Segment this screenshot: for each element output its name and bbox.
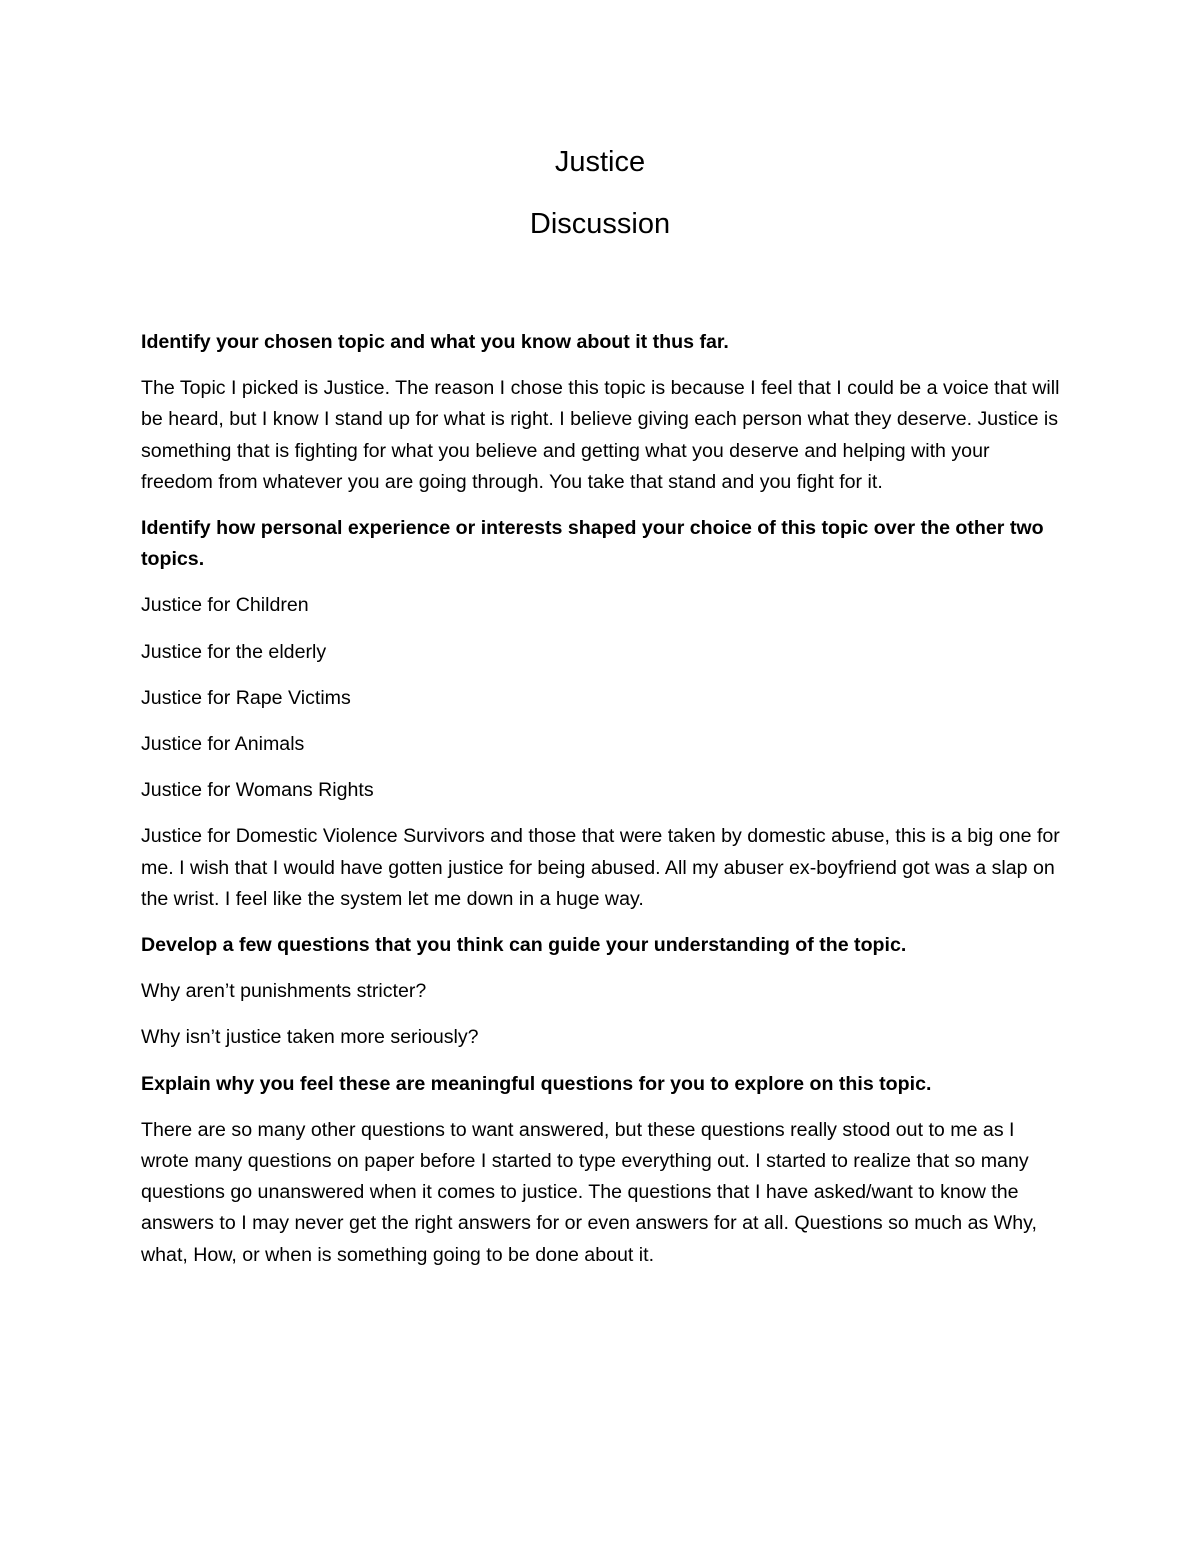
guiding-question: Why isn’t justice taken more seriously?	[141, 1026, 479, 1049]
section-4-question: Explain why you feel these are meaningful questions for you to explore on this topic.	[141, 1072, 932, 1095]
section-2-question: Identify how personal experience or interests shaped your choice of this topic over the other two topics.	[141, 517, 1044, 571]
document-title: Justice	[554, 146, 646, 178]
section-2-answer: Justice for Domestic Violence Survivors and those that were taken by domestic abuse, this is a big one for me. I wish that I would have gotten justice for being abused. All my abuser ex-boyfriend got was a slap on the wrist. I feel like the system let me down in a huge way.	[141, 825, 1060, 910]
section-3-question: Develop a few questions that you think can guide your understanding of the topic.	[141, 934, 907, 957]
section-1-question: Identify your chosen topic and what you know about it thus far.	[141, 331, 729, 353]
title-block	[0, 142, 1200, 244]
section-1-answer: The Topic I picked is Justice. The reason I chose this topic is because I feel that I could be a voice that will be heard, but I know I stand up for what is right. I believe giving each person what they deserve. Justice is something that is fighting for what you believe and getting what you deserve and helping with your freedom from whatever you are going through. You take that stand and you fight for it.	[141, 377, 1060, 493]
topic-list-item: Justice for Animals	[141, 733, 305, 756]
document-body	[141, 327, 1063, 1286]
section-4-answer: There are so many other questions to want answered, but these questions really stood out to me as I wrote many questions on paper before I started to type everything out. I started to realize that so many questions go unanswered when it comes to justice. The questions that I have asked/want to know the answers to I may never get the right answers for or even answers for at all. Questions so much as Why, what, How, or when is something going to be done about it.	[141, 1118, 1037, 1266]
topic-list-item: Justice for Rape Victims	[141, 686, 351, 709]
topic-list-item: Justice for Children	[141, 594, 309, 617]
document-subtitle: Discussion	[529, 208, 671, 240]
topic-list-item: Justice for Womans Rights	[141, 779, 374, 802]
topic-list-item: Justice for the elderly	[141, 640, 327, 663]
guiding-question: Why aren’t punishments stricter?	[141, 980, 427, 1003]
